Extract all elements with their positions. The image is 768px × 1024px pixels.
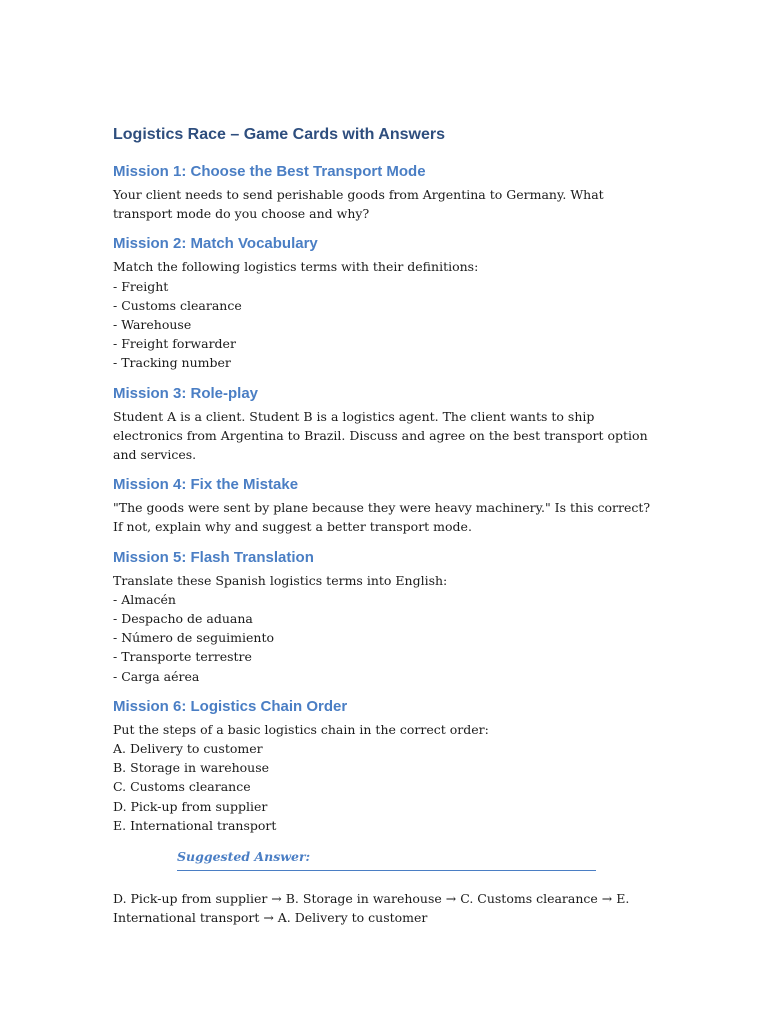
mission-2 — [113, 234, 658, 372]
mission-heading: Mission 3: Role-play — [113, 384, 259, 402]
mission-text: "The goods were sent by plane because they were heavy machinery." Is this correct? If not, explain why and suggest a better transport mode. — [113, 500, 651, 535]
mission-6 — [113, 697, 658, 835]
list-item: C. Customs clearance — [113, 779, 251, 795]
mission-heading: Mission 4: Fix the Mistake — [113, 476, 299, 494]
list-item: - Número de seguimiento — [113, 630, 274, 646]
mission-5 — [113, 548, 658, 686]
list-item: - Freight — [113, 278, 169, 294]
mission-4 — [113, 475, 658, 536]
list-item: E. International transport — [113, 817, 277, 833]
mission-heading: Mission 1: Choose the Best Transport Mode — [113, 163, 426, 180]
mission-3 — [113, 384, 658, 465]
document-page — [113, 124, 658, 927]
list-item: - Almacén — [113, 591, 176, 607]
mission-text: Put the steps of a basic logistics chain in the correct order: — [113, 721, 489, 737]
mission-heading: Mission 6: Logistics Chain Order — [113, 697, 348, 715]
mission-1 — [113, 162, 658, 223]
list-item: D. Pick-up from supplier — [113, 798, 268, 814]
document-title: Logistics Race – Game Cards with Answers — [113, 126, 445, 143]
mission-heading: Mission 2: Match Vocabulary — [113, 235, 318, 253]
suggested-answer-header — [177, 848, 596, 871]
mission-text: Student A is a client. Student B is a logistics agent. The client wants to ship electronics from Argentina to Brazil. Discuss and agree on the best transport option and services. — [113, 408, 648, 463]
suggested-answer-text: D. Pick-up from supplier → B. Storage in warehouse → C. Customs clearance → E. International transport → A. Delivery to customer — [113, 891, 630, 926]
mission-text: Your client needs to send perishable goods from Argentina to Germany. What transport mode do you choose and why? — [113, 187, 604, 222]
suggested-answer-label: Suggested Answer: — [177, 849, 311, 865]
list-item: - Customs clearance — [113, 297, 242, 313]
list-item: - Despacho de aduana — [113, 611, 253, 627]
list-item: - Tracking number — [113, 355, 231, 371]
list-item: - Warehouse — [113, 317, 192, 333]
list-item: - Transporte terrestre — [113, 649, 252, 665]
mission-text: Match the following logistics terms with their definitions: — [113, 259, 479, 275]
list-item: - Carga aérea — [113, 668, 200, 684]
list-item: - Freight forwarder — [113, 336, 236, 352]
list-item: B. Storage in warehouse — [113, 760, 270, 776]
mission-heading: Mission 5: Flash Translation — [113, 548, 314, 566]
list-item: A. Delivery to customer — [113, 741, 263, 757]
mission-text: Translate these Spanish logistics terms into English: — [113, 572, 448, 588]
